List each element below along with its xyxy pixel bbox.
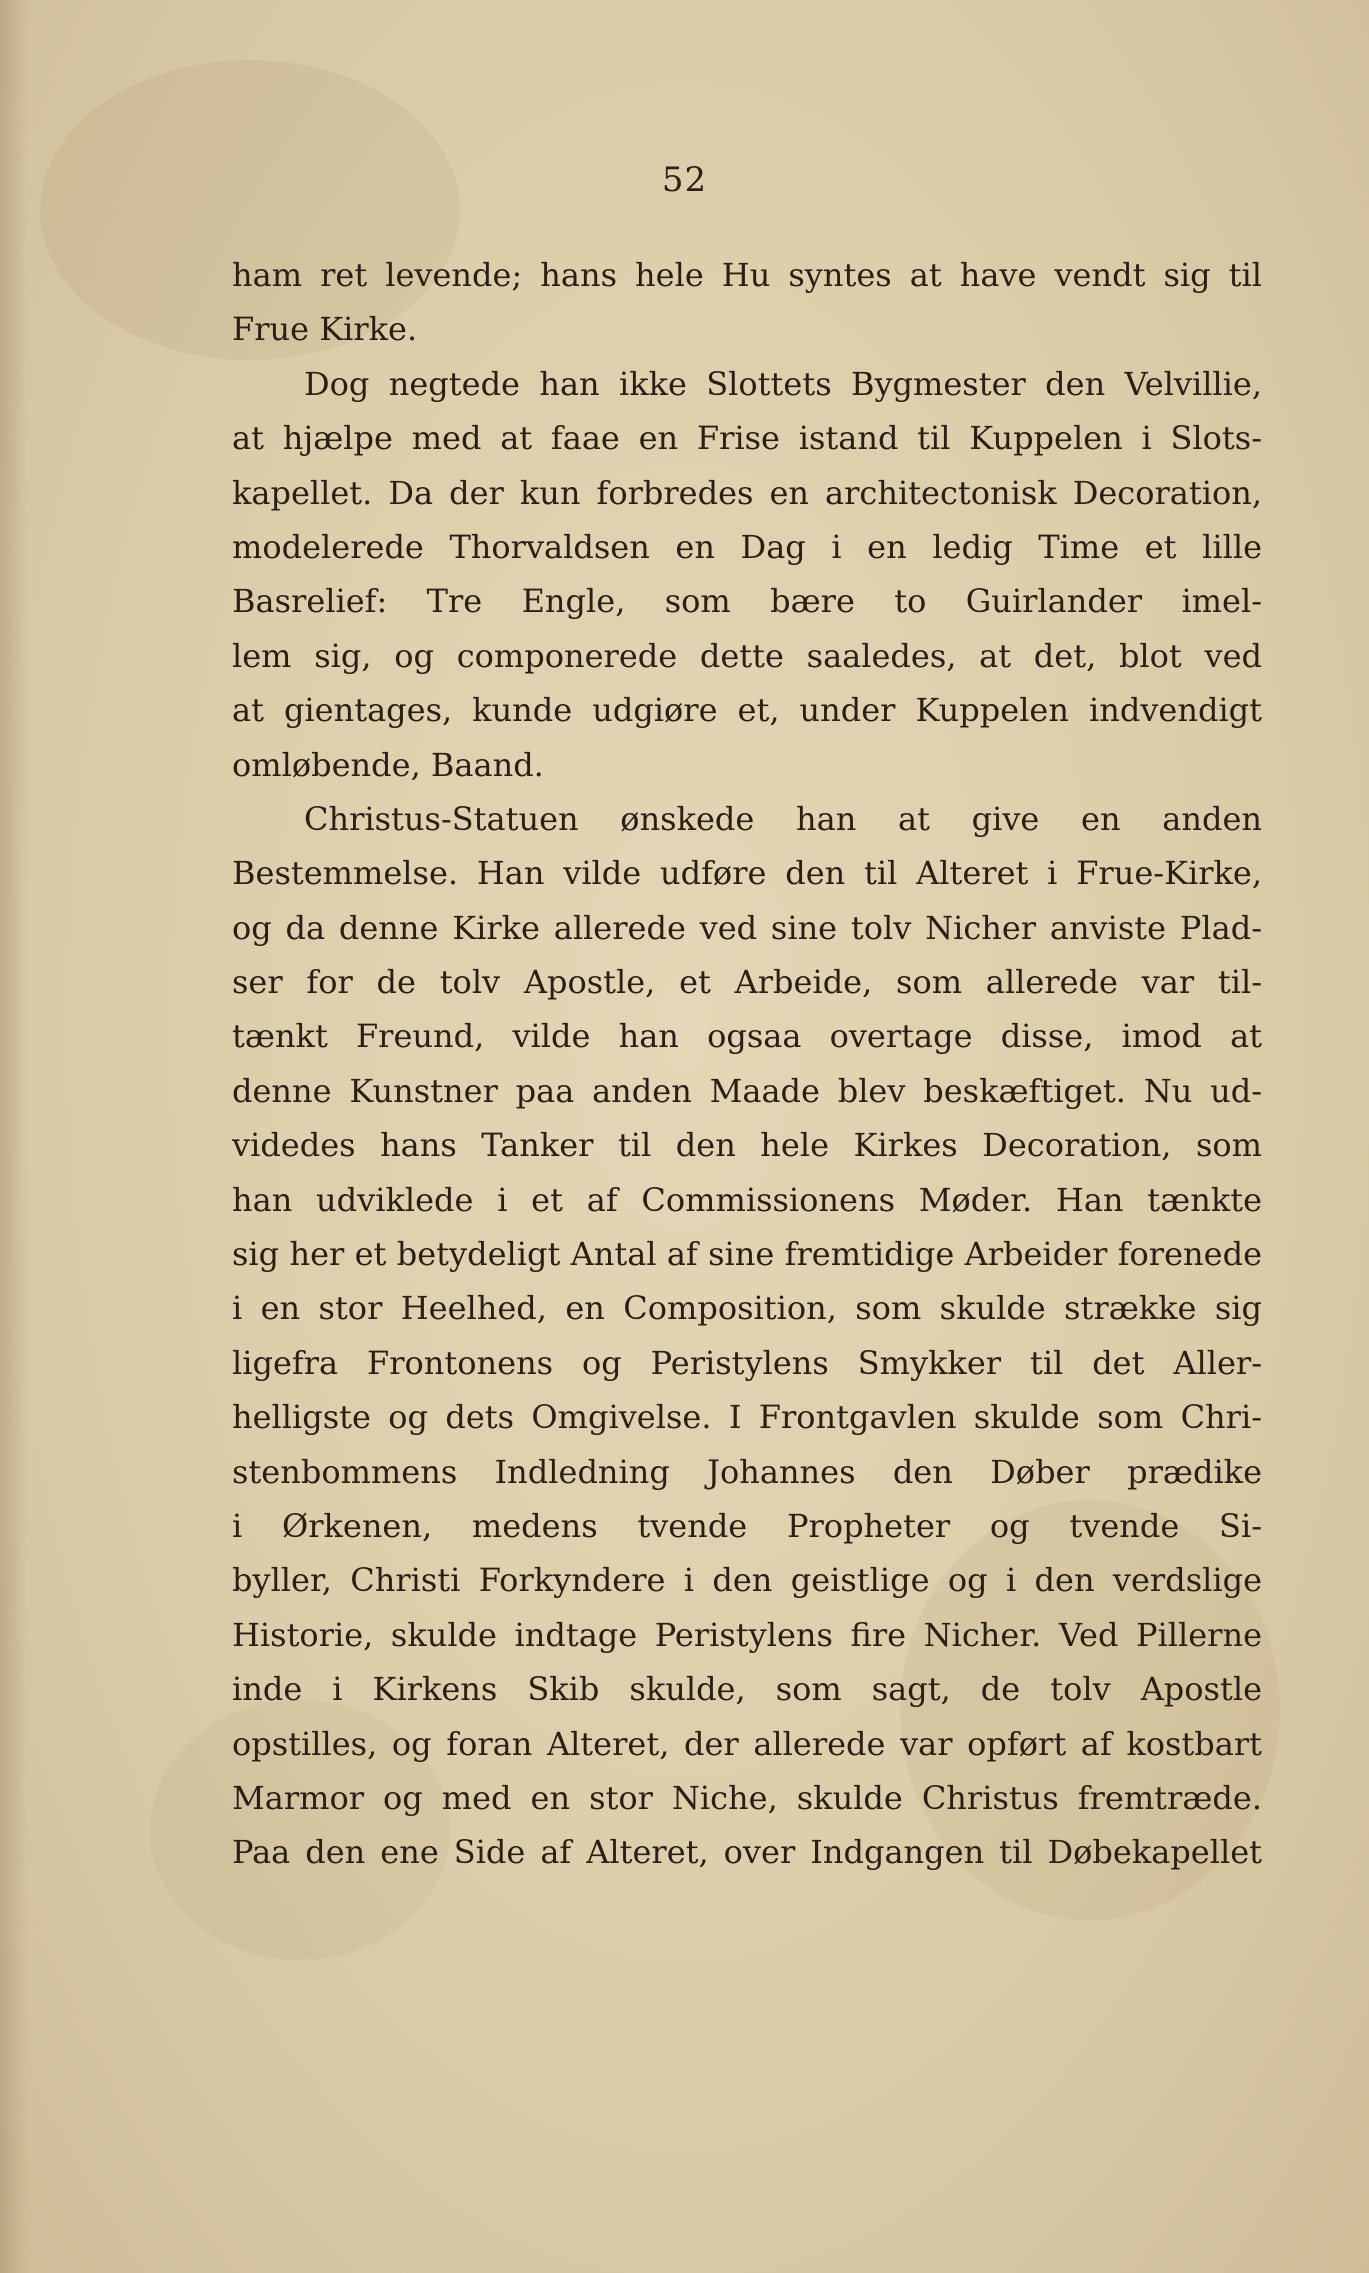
text-line: stenbommens Indledning Johannes den Døber prædike <box>232 1452 1262 1491</box>
text-line: i en stor Heelhed, en Composition, som skulde strække sig <box>232 1289 1262 1328</box>
text-line: tænkt Freund, vilde han ogsaa overtage disse, imod at <box>232 1017 1262 1056</box>
page-number: 52 <box>661 160 708 200</box>
text-line: Marmor og med en stor Niche, skulde Christus fremtræde. <box>232 1778 1262 1817</box>
text-line: ligefra Frontonens og Peristylens Smykker til det Aller- <box>232 1343 1262 1382</box>
text-line: Historie, skulde indtage Peristylens fire Nicher. Ved Pillerne <box>232 1615 1262 1654</box>
text-line: og da denne Kirke allerede ved sine tolv Nicher anviste Plad- <box>232 908 1262 947</box>
text-line: kapellet. Da der kun forbredes en architectonisk Decoration, <box>232 473 1262 512</box>
text-line: Dog negtede han ikke Slottets Bygmester den Velvillie, <box>304 364 1262 403</box>
text-line: opstilles, og foran Alteret, der allerede var opført af kostbart <box>232 1724 1262 1763</box>
text-line: Christus-Statuen ønskede han at give en anden <box>304 799 1262 838</box>
text-line: han udviklede i et af Commissionens Møder. Han tænkte <box>232 1180 1262 1219</box>
text-line: denne Kunstner paa anden Maade blev beskæftiget. Nu ud- <box>232 1071 1262 1110</box>
text-line: inde i Kirkens Skib skulde, som sagt, de tolv Apostle <box>232 1670 1262 1709</box>
text-line: at hjælpe med at faae en Frise istand til Kuppelen i Slots- <box>232 419 1262 458</box>
text-line: ham ret levende; hans hele Hu syntes at have vendt sig til <box>232 256 1262 294</box>
text-line: helligste og dets Omgivelse. I Frontgavlen skulde som Chri- <box>232 1398 1262 1437</box>
page-edge-shadow <box>0 0 28 2273</box>
text-line: Basrelief: Tre Engle, som bære to Guirlander imel- <box>232 582 1262 621</box>
text-line: Paa den ene Side af Alteret, over Indgangen til Døbekapellet <box>232 1833 1262 1872</box>
text-line: sig her et betydeligt Antal af sine fremtidige Arbeider forenede <box>232 1235 1262 1274</box>
text-line: lem sig, og componerede dette saaledes, at det, blot ved <box>232 636 1262 675</box>
text-line: Frue Kirke. <box>232 310 418 349</box>
text-line: videdes hans Tanker til den hele Kirkes Decoration, som <box>232 1126 1262 1165</box>
text-line: Bestemmelse. Han vilde udføre den til Alteret i Frue-Kirke, <box>232 854 1262 893</box>
text-line: omløbende, Baand. <box>232 745 544 784</box>
text-line: ser for de tolv Apostle, et Arbeide, som allerede var til- <box>232 963 1262 1002</box>
body-text <box>232 248 1262 1880</box>
text-line: byller, Christi Forkyndere i den geistlige og i den verdslige <box>232 1561 1262 1600</box>
text-line: modelerede Thorvaldsen en Dag i en ledig Time et lille <box>232 527 1262 566</box>
text-line: at gientages, kunde udgiøre et, under Kuppelen indvendigt <box>232 691 1262 730</box>
text-line: i Ørkenen, medens tvende Propheter og tvende Si- <box>232 1506 1262 1545</box>
